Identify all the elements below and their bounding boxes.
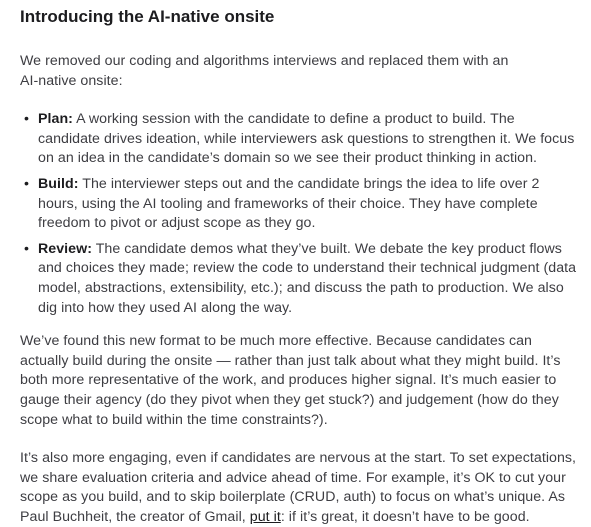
list-item-label: Plan: [38, 111, 73, 128]
list-item-text: The interviewer steps out and the candidate brings the idea to life over 2 hours, using the AI tooling and frameworks of their choice. They have complete freedom to pivot or adjust scope as they go. [38, 175, 540, 232]
engagement-paragraph [20, 449, 577, 527]
list-item-plan [20, 110, 577, 169]
list-item-text: The candidate demos what they’ve built. We debate the key product flows and choices they made; review the code to understand their technical judgment (data model, abstractions, extensibility, etc.); and discuss the path to production. We also dig into how they used AI along the way. [38, 240, 577, 316]
intro-paragraph: We removed our coding and algorithms interviews and replaced them with an AI-native onsite: [20, 53, 509, 89]
list-item-text: A working session with the candidate to define a product to build. The candidate drives ideation, while interviewers ask questions to strengthen it. We focus on an idea in the candidate’s domain so we see their product thinking in action. [38, 111, 575, 167]
onsite-steps-list [20, 110, 577, 318]
list-item-label: Build: [38, 175, 79, 192]
list-item-review [20, 240, 577, 318]
bullet-marker: • [24, 240, 30, 257]
effectiveness-paragraph: We’ve found this new format to be much more effective. Because candidates can actually build during the onsite — rather than just talk about what they might build. It’s both more representative of the work, and produces higher signal. It’s much easier to gauge their agency (do they pivot when they get stuck?) and judgement (how do they scope what to build within the time constraints?). [20, 333, 561, 428]
list-item-label: Review: [38, 240, 92, 257]
section-heading: Introducing the AI-native onsite [20, 7, 275, 26]
put-it-link[interactable]: put it [249, 508, 281, 525]
bullet-marker: • [24, 175, 30, 192]
paragraph-text-after-link: : if it’s great, it doesn’t have to be good. [280, 508, 530, 525]
paragraph-text-before-link: It’s also more engaging, even if candidates are nervous at the start. To set expectations, we share evaluation criteria and advice ahead of time. For example, it’s OK to cut your scope as you build, and to skip boilerplate (CRUD, auth) to focus on what’s unique. As Paul Buchheit, the creator of Gmail, [20, 450, 577, 525]
bullet-marker: • [24, 111, 30, 128]
list-item-build [20, 175, 577, 234]
